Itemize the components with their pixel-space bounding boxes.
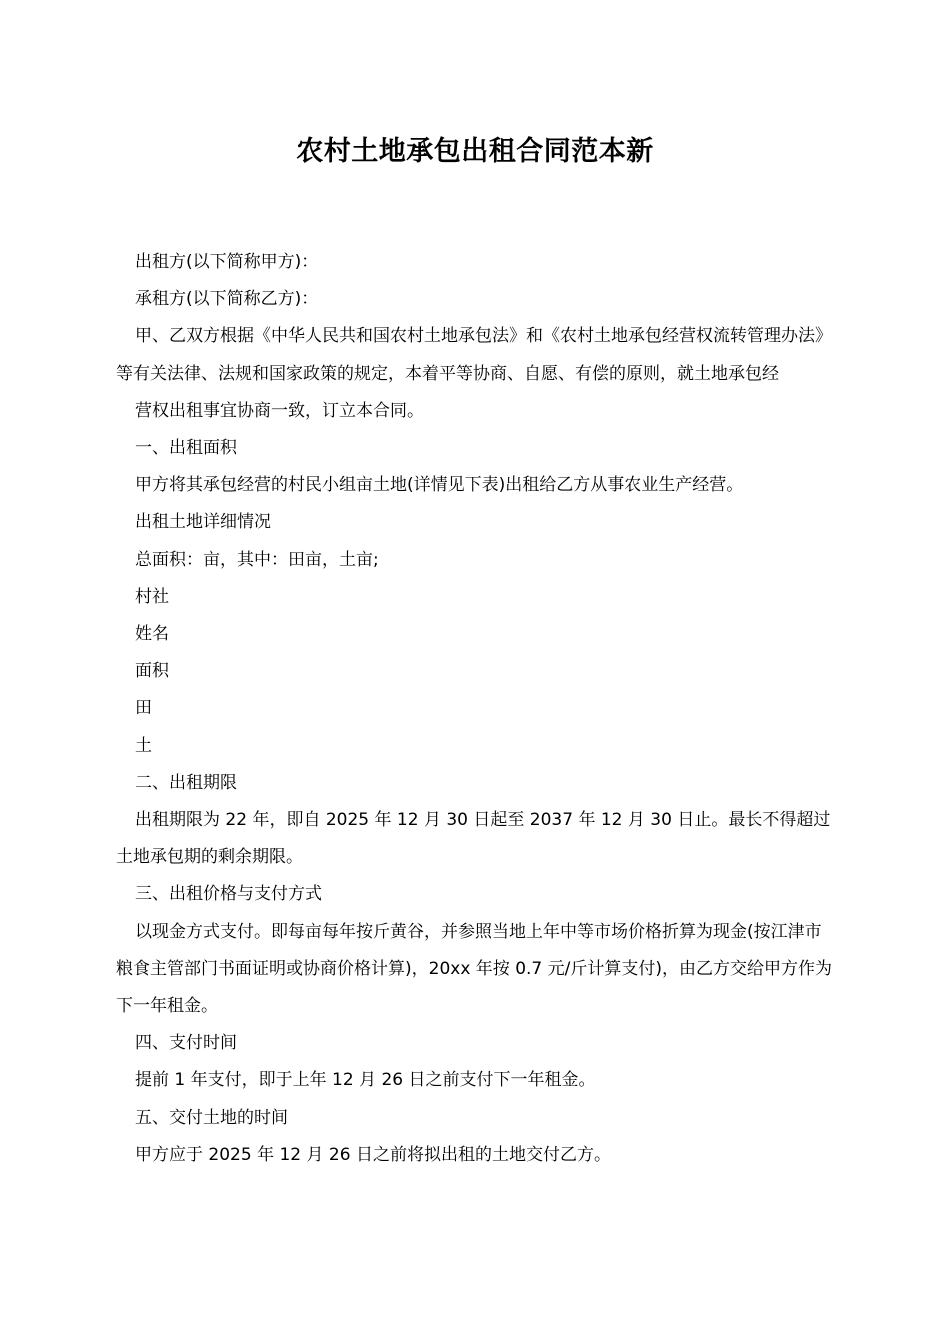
paragraph: 以现金方式支付。即每亩每年按斤黄谷，并参照当地上年中等市场价格折算为现金(按江津市粮食主管部门书面证明或协商价格计算)，20xx 年按 0.7 元/斤计算支付)，由乙方交给甲方作为下一年租金。: [116, 921, 832, 1017]
paragraph: 村社: [135, 586, 169, 607]
paragraph: 承租方(以下简称乙方)：: [135, 289, 319, 310]
paragraph: 三、出租价格与支付方式: [135, 884, 322, 905]
paragraph: 出租期限为 22 年，即自 2025 年 12 月 30 日起至 2037 年 12 月 30 日止。最长不得超过土地承包期的剩余期限。: [116, 810, 831, 868]
paragraph: 一、出租面积: [135, 438, 237, 459]
paragraph: 甲方将其承包经营的村民小组亩土地(详情见下表)出租给乙方从事农业生产经营。: [135, 475, 744, 496]
paragraph: 四、支付时间: [135, 1033, 237, 1054]
paragraph: 面积: [135, 661, 169, 682]
paragraph: 甲方应于 2025 年 12 月 26 日之前将拟出租的土地交付乙方。: [135, 1144, 611, 1165]
document-body: [116, 244, 836, 1174]
paragraph: 出租土地详细情况: [135, 512, 271, 533]
paragraph: 姓名: [135, 624, 169, 645]
paragraph: 田: [135, 698, 152, 719]
paragraph: 提前 1 年支付，即于上年 12 月 26 日之前支付下一年租金。: [135, 1070, 596, 1091]
paragraph: 出租方(以下简称甲方)：: [135, 252, 319, 272]
paragraph: 二、出租期限: [135, 772, 237, 793]
paragraph: 甲、乙双方根据《中华人民共和国农村土地承包法》和《农村土地承包经营权流转管理办法》等有关法律、法规和国家政策的规定，本着平等协商、自愿、有偿的原则，就土地承包经: [116, 326, 832, 384]
paragraph: 营权出租事宜协商一致，订立本合同。: [135, 400, 424, 421]
paragraph: 五、交付土地的时间: [135, 1107, 288, 1128]
page-title: 农村土地承包出租合同范本新: [296, 136, 654, 167]
paragraph: 土: [135, 735, 152, 756]
paragraph: 总面积：亩，其中：田亩，土亩;: [135, 549, 379, 570]
